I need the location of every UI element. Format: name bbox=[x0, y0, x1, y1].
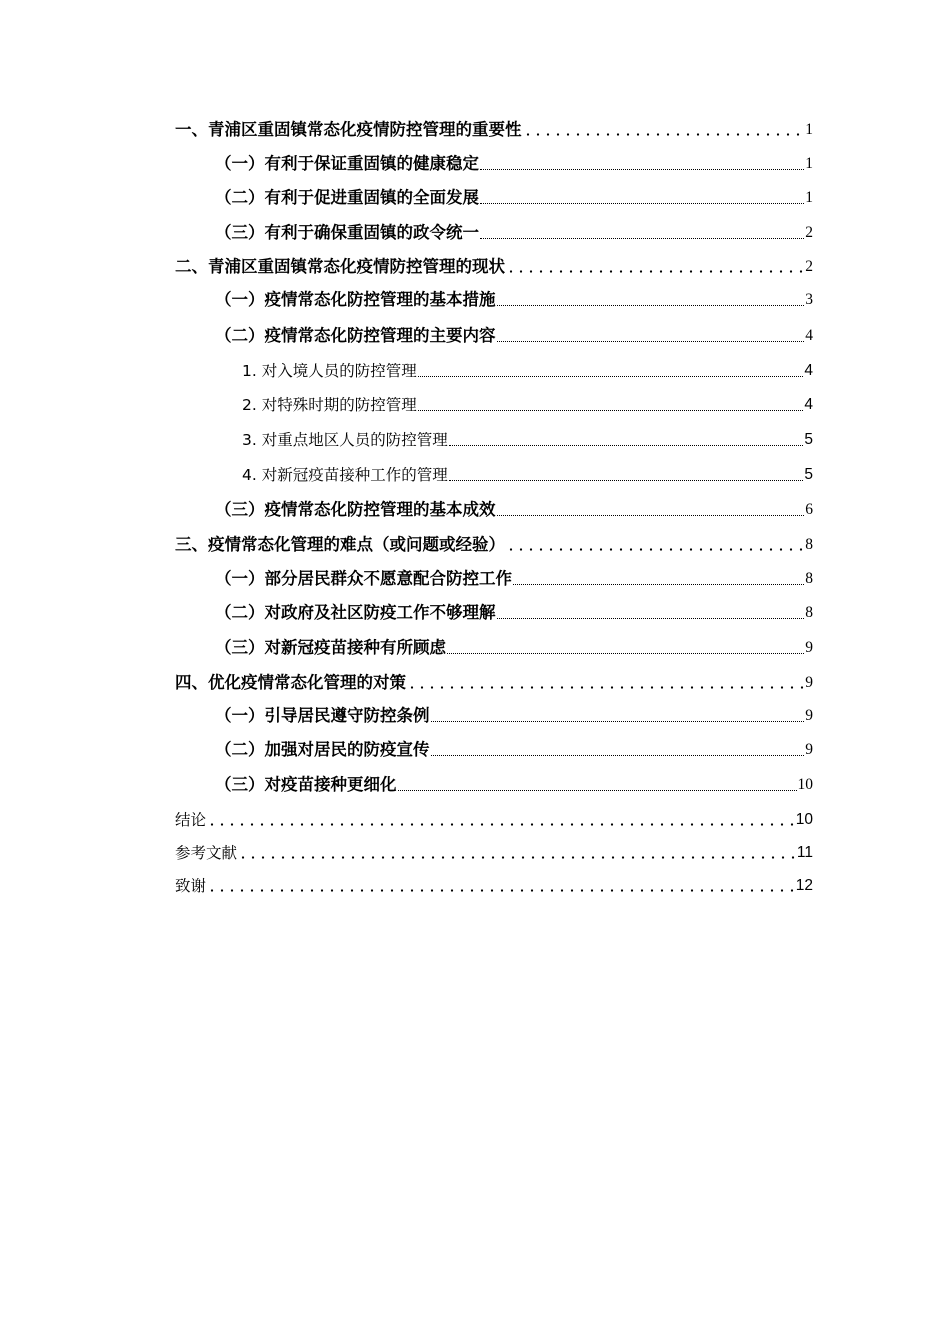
dot-leader bbox=[238, 841, 796, 865]
toc-entry-title: （一）疫情常态化防控管理的基本措施 bbox=[215, 290, 496, 309]
toc-entry-title: 结论 bbox=[175, 811, 207, 829]
toc-entry-title: （三）对疫苗接种更细化 bbox=[215, 775, 397, 794]
toc-entry-title: 四、优化疫情常态化管理的对策 bbox=[175, 673, 406, 692]
dot-leader bbox=[398, 773, 797, 797]
toc-entry-page: 12 bbox=[795, 877, 813, 894]
toc-entry[interactable] bbox=[215, 636, 813, 660]
dot-leader bbox=[449, 463, 804, 487]
toc-entry[interactable] bbox=[215, 186, 813, 210]
toc-entry-title: （一）引导居民遵守防控条例 bbox=[215, 706, 430, 725]
toc-entry-page: 9 bbox=[805, 639, 813, 656]
dot-leader bbox=[480, 152, 804, 176]
toc-entry[interactable] bbox=[175, 841, 813, 865]
dot-leader bbox=[449, 428, 804, 452]
dot-leader bbox=[447, 636, 804, 660]
toc-entry-title: 4. 对新冠疫苗接种工作的管理 bbox=[242, 466, 448, 484]
toc-entry-page: 4 bbox=[805, 327, 813, 344]
toc-entry[interactable] bbox=[242, 428, 813, 452]
dot-leader bbox=[497, 601, 805, 625]
toc-entry[interactable] bbox=[175, 671, 813, 695]
dot-leader bbox=[418, 359, 804, 383]
toc-entry[interactable] bbox=[175, 533, 813, 557]
toc-entry-title: （三）有利于确保重固镇的政令统一 bbox=[215, 223, 479, 242]
toc-entry[interactable] bbox=[175, 118, 813, 142]
toc-entry[interactable] bbox=[215, 773, 813, 797]
toc-entry-title: （二）疫情常态化防控管理的主要内容 bbox=[215, 326, 496, 345]
dot-leader bbox=[431, 738, 805, 762]
toc-entry-title: 1. 对入境人员的防控管理 bbox=[242, 362, 417, 380]
dot-leader bbox=[418, 393, 804, 417]
toc-entry-title: 参考文献 bbox=[175, 844, 238, 862]
toc-entry-title: （二）对政府及社区防疫工作不够理解 bbox=[215, 603, 496, 622]
toc-entry-page: 4 bbox=[804, 396, 813, 413]
dot-leader bbox=[431, 704, 805, 728]
toc-entry-page: 5 bbox=[804, 431, 813, 448]
toc-entry-title: 致谢 bbox=[175, 877, 207, 895]
toc-entry-title: 三、疫情常态化管理的难点（或问题或经验） bbox=[175, 535, 505, 554]
toc-entry-page: 4 bbox=[804, 362, 813, 379]
toc-entry-page: 9 bbox=[805, 741, 813, 758]
dot-leader bbox=[506, 533, 804, 557]
toc-entry-page: 3 bbox=[805, 291, 813, 308]
toc-entry-title: （二）加强对居民的防疫宣传 bbox=[215, 740, 430, 759]
toc-entry[interactable] bbox=[215, 567, 813, 591]
toc-entry[interactable] bbox=[175, 808, 813, 832]
toc-entry[interactable] bbox=[215, 221, 813, 245]
toc-entry-page: 11 bbox=[796, 844, 813, 861]
toc-entry-page: 8 bbox=[805, 570, 813, 587]
dot-leader bbox=[497, 498, 805, 522]
toc-entry-page: 10 bbox=[795, 811, 813, 828]
toc-entry-title: 2. 对特殊时期的防控管理 bbox=[242, 396, 417, 414]
toc-entry-title: 一、青浦区重固镇常态化疫情防控管理的重要性 bbox=[175, 120, 522, 139]
toc-entry[interactable] bbox=[242, 463, 813, 487]
toc-entry-page: 8 bbox=[805, 536, 813, 553]
toc-entry-title: （二）有利于促进重固镇的全面发展 bbox=[215, 188, 479, 207]
toc-entry-title: 二、青浦区重固镇常态化疫情防控管理的现状 bbox=[175, 257, 505, 276]
dot-leader bbox=[506, 255, 804, 279]
toc-entry-title: （一）有利于保证重固镇的健康稳定 bbox=[215, 154, 479, 173]
toc-entry-page: 1 bbox=[805, 189, 813, 206]
toc-entry[interactable] bbox=[215, 288, 813, 312]
toc-entry[interactable] bbox=[175, 874, 813, 898]
toc-entry-page: 9 bbox=[805, 674, 813, 691]
toc-entry-page: 1 bbox=[805, 121, 813, 138]
toc-entry[interactable] bbox=[215, 152, 813, 176]
toc-entry-title: （一）部分居民群众不愿意配合防控工作 bbox=[215, 569, 512, 588]
toc-entry-page: 10 bbox=[797, 776, 813, 793]
dot-leader bbox=[407, 671, 804, 695]
toc-entry-page: 2 bbox=[805, 224, 813, 241]
toc-entry[interactable] bbox=[215, 704, 813, 728]
toc-entry-page: 2 bbox=[805, 258, 813, 275]
toc-entry-title: （三）疫情常态化防控管理的基本成效 bbox=[215, 500, 496, 519]
toc-entry-page: 1 bbox=[805, 155, 813, 172]
toc-entry-title: （三）对新冠疫苗接种有所顾虑 bbox=[215, 638, 446, 657]
toc-entry[interactable] bbox=[175, 255, 813, 279]
toc-entry-title: 3. 对重点地区人员的防控管理 bbox=[242, 431, 448, 449]
dot-leader bbox=[480, 221, 804, 245]
toc-entry[interactable] bbox=[215, 498, 813, 522]
toc-entry[interactable] bbox=[242, 359, 813, 383]
dot-leader bbox=[480, 186, 804, 210]
toc-entry-page: 5 bbox=[804, 466, 813, 483]
toc-entry-page: 9 bbox=[805, 707, 813, 724]
toc-entry[interactable] bbox=[215, 601, 813, 625]
toc-entry[interactable] bbox=[242, 393, 813, 417]
toc-entry-page: 6 bbox=[805, 501, 813, 518]
dot-leader bbox=[207, 808, 795, 832]
dot-leader bbox=[207, 874, 795, 898]
toc-entry-page: 8 bbox=[805, 604, 813, 621]
dot-leader bbox=[497, 288, 805, 312]
dot-leader bbox=[513, 567, 804, 591]
toc-entry[interactable] bbox=[215, 324, 813, 348]
dot-leader bbox=[497, 324, 805, 348]
toc-entry[interactable] bbox=[215, 738, 813, 762]
dot-leader bbox=[523, 118, 805, 142]
